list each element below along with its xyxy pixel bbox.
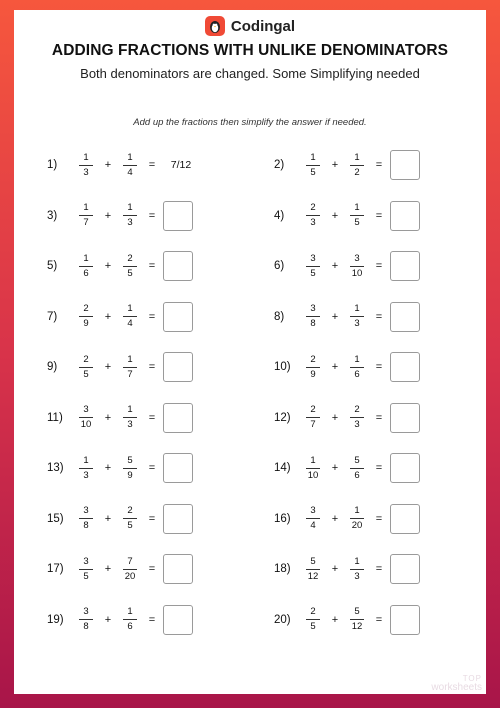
denominator: 3 [83, 469, 89, 481]
brand-header [14, 16, 486, 40]
denominator: 2 [354, 166, 360, 178]
fraction-b [119, 152, 141, 179]
numerator: 5 [310, 555, 316, 567]
plus-sign: + [104, 260, 112, 272]
fraction-b [119, 556, 141, 583]
denominator: 5 [127, 267, 133, 279]
denominator: 4 [127, 166, 133, 178]
answer-box[interactable] [390, 251, 420, 281]
problem-item [274, 448, 420, 488]
numerator: 1 [310, 454, 316, 466]
problem-number: 18) [274, 563, 291, 575]
fraction-b [346, 202, 368, 229]
equals-sign: = [375, 260, 383, 272]
fraction-bar [306, 165, 320, 166]
fraction-bar [306, 619, 320, 620]
numerator: 1 [127, 404, 133, 415]
numerator: 5 [127, 454, 133, 466]
page-subtitle: Both denominators are changed. Some Simplifying needed [80, 66, 420, 81]
fraction-b [346, 152, 368, 179]
denominator: 9 [83, 318, 89, 329]
equals-sign: = [148, 462, 156, 474]
fraction-a [302, 253, 324, 280]
plus-sign: + [331, 411, 339, 424]
numerator: 2 [310, 202, 316, 213]
answer-box[interactable] [163, 251, 193, 281]
denominator: 8 [83, 621, 89, 632]
numerator: 1 [354, 202, 360, 213]
problem-item [47, 549, 193, 589]
numerator: 3 [83, 555, 89, 567]
answer-box[interactable] [390, 302, 420, 332]
fraction-bar [79, 367, 93, 368]
fraction-bar [123, 518, 137, 519]
fraction-b [119, 202, 141, 229]
fraction-b [346, 404, 368, 431]
fraction-bar [123, 569, 137, 570]
equals-sign: = [148, 209, 156, 222]
fraction-bar [123, 215, 137, 216]
fraction-bar [79, 518, 93, 519]
answer-box[interactable] [163, 403, 193, 433]
denominator: 3 [83, 166, 89, 178]
fraction-bar [350, 215, 364, 216]
problem-item [47, 600, 193, 640]
fraction-b [119, 253, 141, 280]
answer-box[interactable] [390, 605, 420, 635]
denominator: 6 [127, 621, 133, 632]
denominator: 10 [80, 419, 92, 430]
fraction-a [302, 556, 324, 583]
fraction-bar [123, 165, 137, 166]
numerator: 1 [354, 151, 360, 163]
answer-box[interactable] [390, 201, 420, 231]
fraction-a [302, 404, 324, 431]
numerator: 1 [354, 353, 360, 365]
fraction-a [75, 556, 97, 583]
page-title: ADDING FRACTIONS WITH UNLIKE DENOMINATORS [51, 42, 449, 59]
problem-number: 14) [274, 462, 291, 474]
plus-sign: + [104, 462, 112, 474]
fraction-a [75, 455, 97, 482]
plus-sign: + [331, 512, 339, 525]
problem-item [274, 196, 420, 236]
denominator: 7 [310, 419, 316, 430]
fraction-bar [306, 316, 320, 317]
plus-sign: + [331, 361, 339, 373]
equals-sign: = [375, 361, 383, 373]
problem-number: 8) [274, 310, 285, 323]
answer-box[interactable] [390, 403, 420, 433]
numerator: 3 [83, 606, 89, 617]
numerator: 2 [354, 404, 360, 415]
problem-number: 9) [47, 361, 58, 373]
denominator: 4 [310, 520, 316, 531]
numerator: 2 [310, 353, 316, 365]
denominator: 8 [310, 318, 316, 329]
plus-sign: + [104, 613, 112, 626]
denominator: 3 [310, 217, 316, 228]
equals-sign: = [375, 159, 383, 171]
fraction-a [75, 354, 97, 381]
numerator: 2 [127, 252, 133, 264]
fraction-a [75, 253, 97, 280]
problem-item [47, 246, 193, 286]
denominator: 5 [310, 166, 316, 178]
instruction-text: Add up the fractions then simplify the answer if needed. [133, 117, 367, 128]
fraction-a [302, 152, 324, 179]
fraction-bar [123, 316, 137, 317]
fraction-bar [79, 215, 93, 216]
denominator: 9 [127, 469, 133, 481]
fraction-bar [306, 266, 320, 267]
plus-sign: + [104, 159, 112, 171]
problem-item [274, 398, 420, 438]
fraction-bar [350, 417, 364, 418]
answer-box[interactable] [163, 605, 193, 635]
problem-item [274, 297, 420, 337]
numerator: 5 [354, 454, 360, 466]
denominator: 5 [310, 267, 316, 279]
problem-number: 12) [274, 411, 291, 424]
problem-number: 5) [47, 260, 58, 272]
fraction-a [302, 505, 324, 532]
problem-number: 6) [274, 260, 285, 272]
problem-item [274, 347, 420, 387]
denominator: 5 [310, 621, 316, 632]
problem-item [47, 196, 193, 236]
fraction-bar [306, 569, 320, 570]
equals-sign: = [148, 361, 156, 373]
problem-number: 15) [47, 512, 64, 525]
denominator: 10 [307, 469, 319, 481]
plus-sign: + [104, 512, 112, 525]
denominator: 6 [83, 267, 89, 279]
fraction-bar [79, 468, 93, 469]
fraction-bar [79, 165, 93, 166]
problem-item [47, 398, 193, 438]
problem-number: 4) [274, 209, 285, 222]
plus-sign: + [104, 310, 112, 323]
fraction-bar [79, 417, 93, 418]
plus-sign: + [104, 563, 112, 575]
fraction-a [302, 202, 324, 229]
fraction-b [346, 606, 368, 633]
answer-box[interactable] [163, 201, 193, 231]
brand-name: Codingal [230, 17, 296, 35]
plus-sign: + [104, 411, 112, 424]
denominator: 6 [354, 469, 360, 481]
answer-box[interactable] [163, 504, 193, 534]
denominator: 3 [127, 419, 133, 430]
numerator: 1 [127, 151, 133, 163]
fraction-bar [123, 417, 137, 418]
problem-item [47, 499, 193, 539]
equals-sign: = [375, 411, 383, 424]
problem-item [47, 297, 193, 337]
fraction-bar [350, 619, 364, 620]
fraction-bar [123, 367, 137, 368]
equals-sign: = [375, 209, 383, 222]
problem-number: 1) [47, 159, 58, 171]
numerator: 7 [127, 555, 133, 567]
denominator: 4 [127, 318, 133, 329]
numerator: 2 [83, 303, 89, 314]
denominator: 3 [354, 419, 360, 430]
fraction-a [75, 152, 97, 179]
fraction-b [346, 303, 368, 330]
numerator: 3 [354, 252, 360, 264]
plus-sign: + [331, 462, 339, 474]
numerator: 1 [83, 202, 89, 213]
problem-item [274, 549, 420, 589]
fraction-a [75, 606, 97, 633]
numerator: 2 [310, 404, 316, 415]
numerator: 3 [83, 404, 89, 415]
denominator: 10 [351, 267, 363, 279]
answer-box[interactable] [163, 453, 193, 483]
equals-sign: = [375, 462, 383, 474]
fraction-b [346, 556, 368, 583]
fraction-b [346, 354, 368, 381]
fraction-bar [79, 619, 93, 620]
equals-sign: = [148, 563, 156, 575]
numerator: 1 [127, 303, 133, 314]
plus-sign: + [104, 361, 112, 373]
fraction-b [119, 606, 141, 633]
problem-number: 2) [274, 159, 285, 171]
watermark: TOP worksheets [431, 674, 482, 693]
fraction-bar [350, 165, 364, 166]
fraction-b [119, 404, 141, 431]
problem-number: 16) [274, 512, 291, 525]
fraction-bar [79, 569, 93, 570]
problem-number: 11) [47, 411, 63, 424]
fraction-a [302, 303, 324, 330]
fraction-bar [306, 417, 320, 418]
numerator: 1 [127, 202, 133, 213]
denominator: 5 [127, 520, 133, 531]
numerator: 3 [310, 303, 316, 314]
plus-sign: + [331, 159, 339, 171]
numerator: 1 [83, 252, 89, 264]
fraction-a [75, 505, 97, 532]
equals-sign: = [375, 563, 383, 575]
denominator: 5 [354, 217, 360, 228]
fraction-bar [350, 316, 364, 317]
problem-number: 10) [274, 361, 291, 373]
fraction-bar [350, 518, 364, 519]
fraction-a [75, 303, 97, 330]
numerator: 3 [310, 505, 316, 516]
numerator: 1 [83, 454, 89, 466]
problem-item [47, 347, 193, 387]
fraction-bar [350, 468, 364, 469]
denominator: 5 [83, 570, 89, 582]
fraction-bar [350, 569, 364, 570]
answer-box[interactable]: 7/12 [163, 150, 199, 180]
numerator: 1 [310, 151, 316, 163]
fraction-b [119, 354, 141, 381]
answer-box[interactable] [390, 352, 420, 382]
denominator: 3 [354, 570, 360, 582]
numerator: 2 [127, 505, 133, 516]
denominator: 12 [351, 621, 363, 632]
denominator: 3 [354, 318, 360, 329]
problem-item [274, 246, 420, 286]
fraction-a [302, 606, 324, 633]
denominator: 3 [127, 217, 133, 228]
fraction-b [119, 455, 141, 482]
numerator: 1 [127, 606, 133, 617]
answer-box[interactable] [163, 302, 193, 332]
fraction-b [346, 253, 368, 280]
numerator: 1 [354, 555, 360, 567]
numerator: 2 [83, 353, 89, 365]
numerator: 3 [310, 252, 316, 264]
denominator: 7 [83, 217, 89, 228]
fraction-bar [123, 619, 137, 620]
problem-number: 3) [47, 209, 58, 222]
plus-sign: + [331, 209, 339, 222]
fraction-bar [350, 367, 364, 368]
equals-sign: = [375, 310, 383, 323]
fraction-b [346, 455, 368, 482]
denominator: 9 [310, 368, 316, 380]
denominator: 5 [83, 368, 89, 380]
numerator: 1 [83, 151, 89, 163]
fraction-bar [79, 266, 93, 267]
penguin-logo-icon [205, 16, 225, 36]
equals-sign: = [148, 159, 156, 171]
answer-box[interactable] [163, 554, 193, 584]
fraction-bar [306, 215, 320, 216]
problem-item [274, 600, 420, 640]
plus-sign: + [331, 613, 339, 626]
plus-sign: + [331, 260, 339, 272]
numerator: 1 [354, 505, 360, 516]
fraction-b [346, 505, 368, 532]
numerator: 5 [354, 606, 360, 617]
worksheet-page [14, 10, 486, 694]
denominator: 6 [354, 368, 360, 380]
plus-sign: + [331, 310, 339, 323]
problem-number: 20) [274, 613, 291, 626]
denominator: 7 [127, 368, 133, 380]
equals-sign: = [148, 613, 156, 626]
fraction-bar [350, 266, 364, 267]
numerator: 1 [354, 303, 360, 314]
equals-sign: = [148, 512, 156, 525]
fraction-a [75, 202, 97, 229]
answer-box[interactable] [390, 504, 420, 534]
plus-sign: + [331, 563, 339, 575]
fraction-b [119, 303, 141, 330]
numerator: 2 [310, 606, 316, 617]
equals-sign: = [148, 310, 156, 323]
problem-number: 19) [47, 613, 64, 626]
fraction-a [302, 455, 324, 482]
answer-box[interactable] [390, 453, 420, 483]
problem-number: 13) [47, 462, 64, 474]
equals-sign: = [375, 613, 383, 626]
problem-item [274, 145, 420, 185]
numerator: 3 [83, 505, 89, 516]
equals-sign: = [375, 512, 383, 525]
denominator: 12 [307, 570, 319, 582]
plus-sign: + [104, 209, 112, 222]
equals-sign: = [148, 260, 156, 272]
answer-box[interactable] [163, 352, 193, 382]
answer-box[interactable] [390, 554, 420, 584]
problem-item [47, 448, 193, 488]
problem-number: 7) [47, 310, 58, 323]
fraction-a [302, 354, 324, 381]
problem-item [274, 499, 420, 539]
problem-item [47, 145, 199, 185]
answer-box[interactable] [390, 150, 420, 180]
fraction-bar [123, 468, 137, 469]
denominator: 20 [351, 520, 363, 531]
fraction-b [119, 505, 141, 532]
numerator: 1 [127, 353, 133, 365]
fraction-bar [123, 266, 137, 267]
fraction-bar [306, 518, 320, 519]
fraction-bar [306, 468, 320, 469]
fraction-bar [79, 316, 93, 317]
denominator: 8 [83, 520, 89, 531]
problem-number: 17) [47, 563, 64, 575]
fraction-bar [306, 367, 320, 368]
denominator: 20 [124, 570, 136, 582]
fraction-a [75, 404, 97, 431]
equals-sign: = [148, 411, 156, 424]
